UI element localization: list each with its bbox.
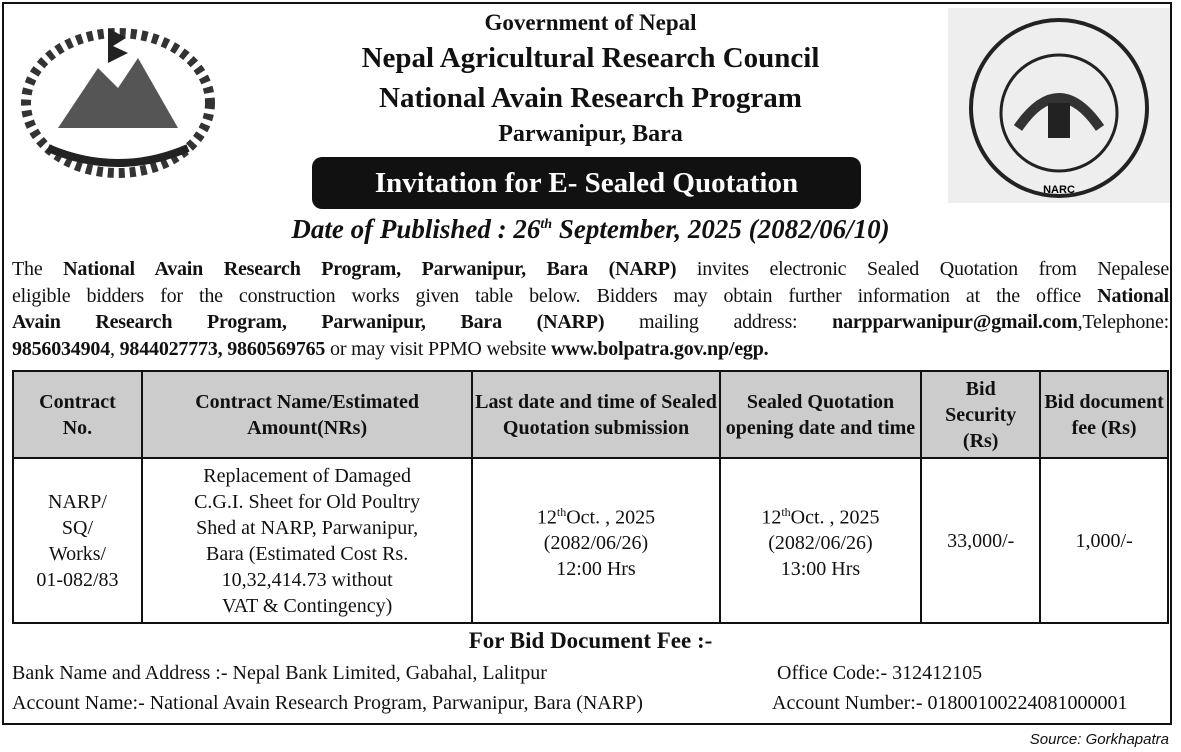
office-code: Office Code:- 312412105 xyxy=(777,662,983,684)
col-bid-security: Bid Security (Rs) xyxy=(921,371,1040,458)
email-link[interactable]: narpparwanipur@gmail.com xyxy=(832,311,1078,333)
svg-text:NARC: NARC xyxy=(1043,184,1075,196)
table-header-row xyxy=(13,371,1168,458)
opening-date-cell: 12thOct. , 2025 (2082/06/26) 13:00 Hrs xyxy=(720,458,922,623)
account-number: Account Number:- 01800100224081000001 xyxy=(772,692,1128,714)
col-doc-fee: Bid document fee (Rs) xyxy=(1040,371,1168,458)
program-heading: National Avain Research Program xyxy=(379,82,802,114)
last-date-cell: 12thOct. , 2025 (2082/06/26) 12:00 Hrs xyxy=(472,458,719,623)
contract-table xyxy=(12,370,1169,624)
doc-fee-cell: 1,000/- xyxy=(1040,458,1168,623)
govt-heading: Government of Nepal xyxy=(484,10,697,35)
col-contract-name: Contract Name/Estimated Amount(NRs) xyxy=(142,371,472,458)
council-heading: Nepal Agricultural Research Council xyxy=(361,42,820,74)
col-last-date: Last date and time of Sealed Quotation submission xyxy=(472,371,719,458)
table-row xyxy=(13,458,1168,623)
source-credit: Source: Gorkhapatra xyxy=(1029,731,1169,748)
col-opening-date: Sealed Quotation opening date and time xyxy=(720,371,922,458)
bank-info: Bank Name and Address :- Nepal Bank Limited, Gabahal, Lalitpur xyxy=(12,662,547,684)
intro-paragraph: The National Avain Research Program, Parwanipur, Bara (NARP) invites electronic Sealed Quotation from Nepalese eligible bidders for the construction works given table below. Bidders may obtain further information at the office National Avain Research Program, Parwanipur, Bara (NARP) mailing address: narpparwanipur@gmail.com,Telephone: 9856034904, 9844027773, 9860569765 or may visit PPMO website www.bolpatra.gov.np/egp. xyxy=(12,258,1170,360)
account-name: Account Name:- National Avain Research Program, Parwanipur, Bara (NARP) xyxy=(12,692,643,714)
contract-no-cell: NARP/ SQ/ Works/ 01-082/83 xyxy=(13,458,142,623)
col-contract-no: Contract No. xyxy=(13,371,142,458)
website-link[interactable]: www.bolpatra.gov.np/egp. xyxy=(550,337,769,360)
published-date: Date of Published : 26th September, 2025 (2082/06/10) xyxy=(291,214,890,244)
location-heading: Parwanipur, Bara xyxy=(498,121,683,147)
bid-security-cell: 33,000/- xyxy=(921,458,1040,623)
notice-title: Invitation for E- Sealed Quotation xyxy=(312,157,861,209)
contract-name-cell: Replacement of Damaged C.G.I. Sheet for Old Poultry Shed at NARP, Parwanipur, Bara (Estimated Cost Rs. 10,32,414.73 without VAT & Contingency) xyxy=(142,458,472,623)
fee-heading: For Bid Document Fee :- xyxy=(468,628,713,653)
